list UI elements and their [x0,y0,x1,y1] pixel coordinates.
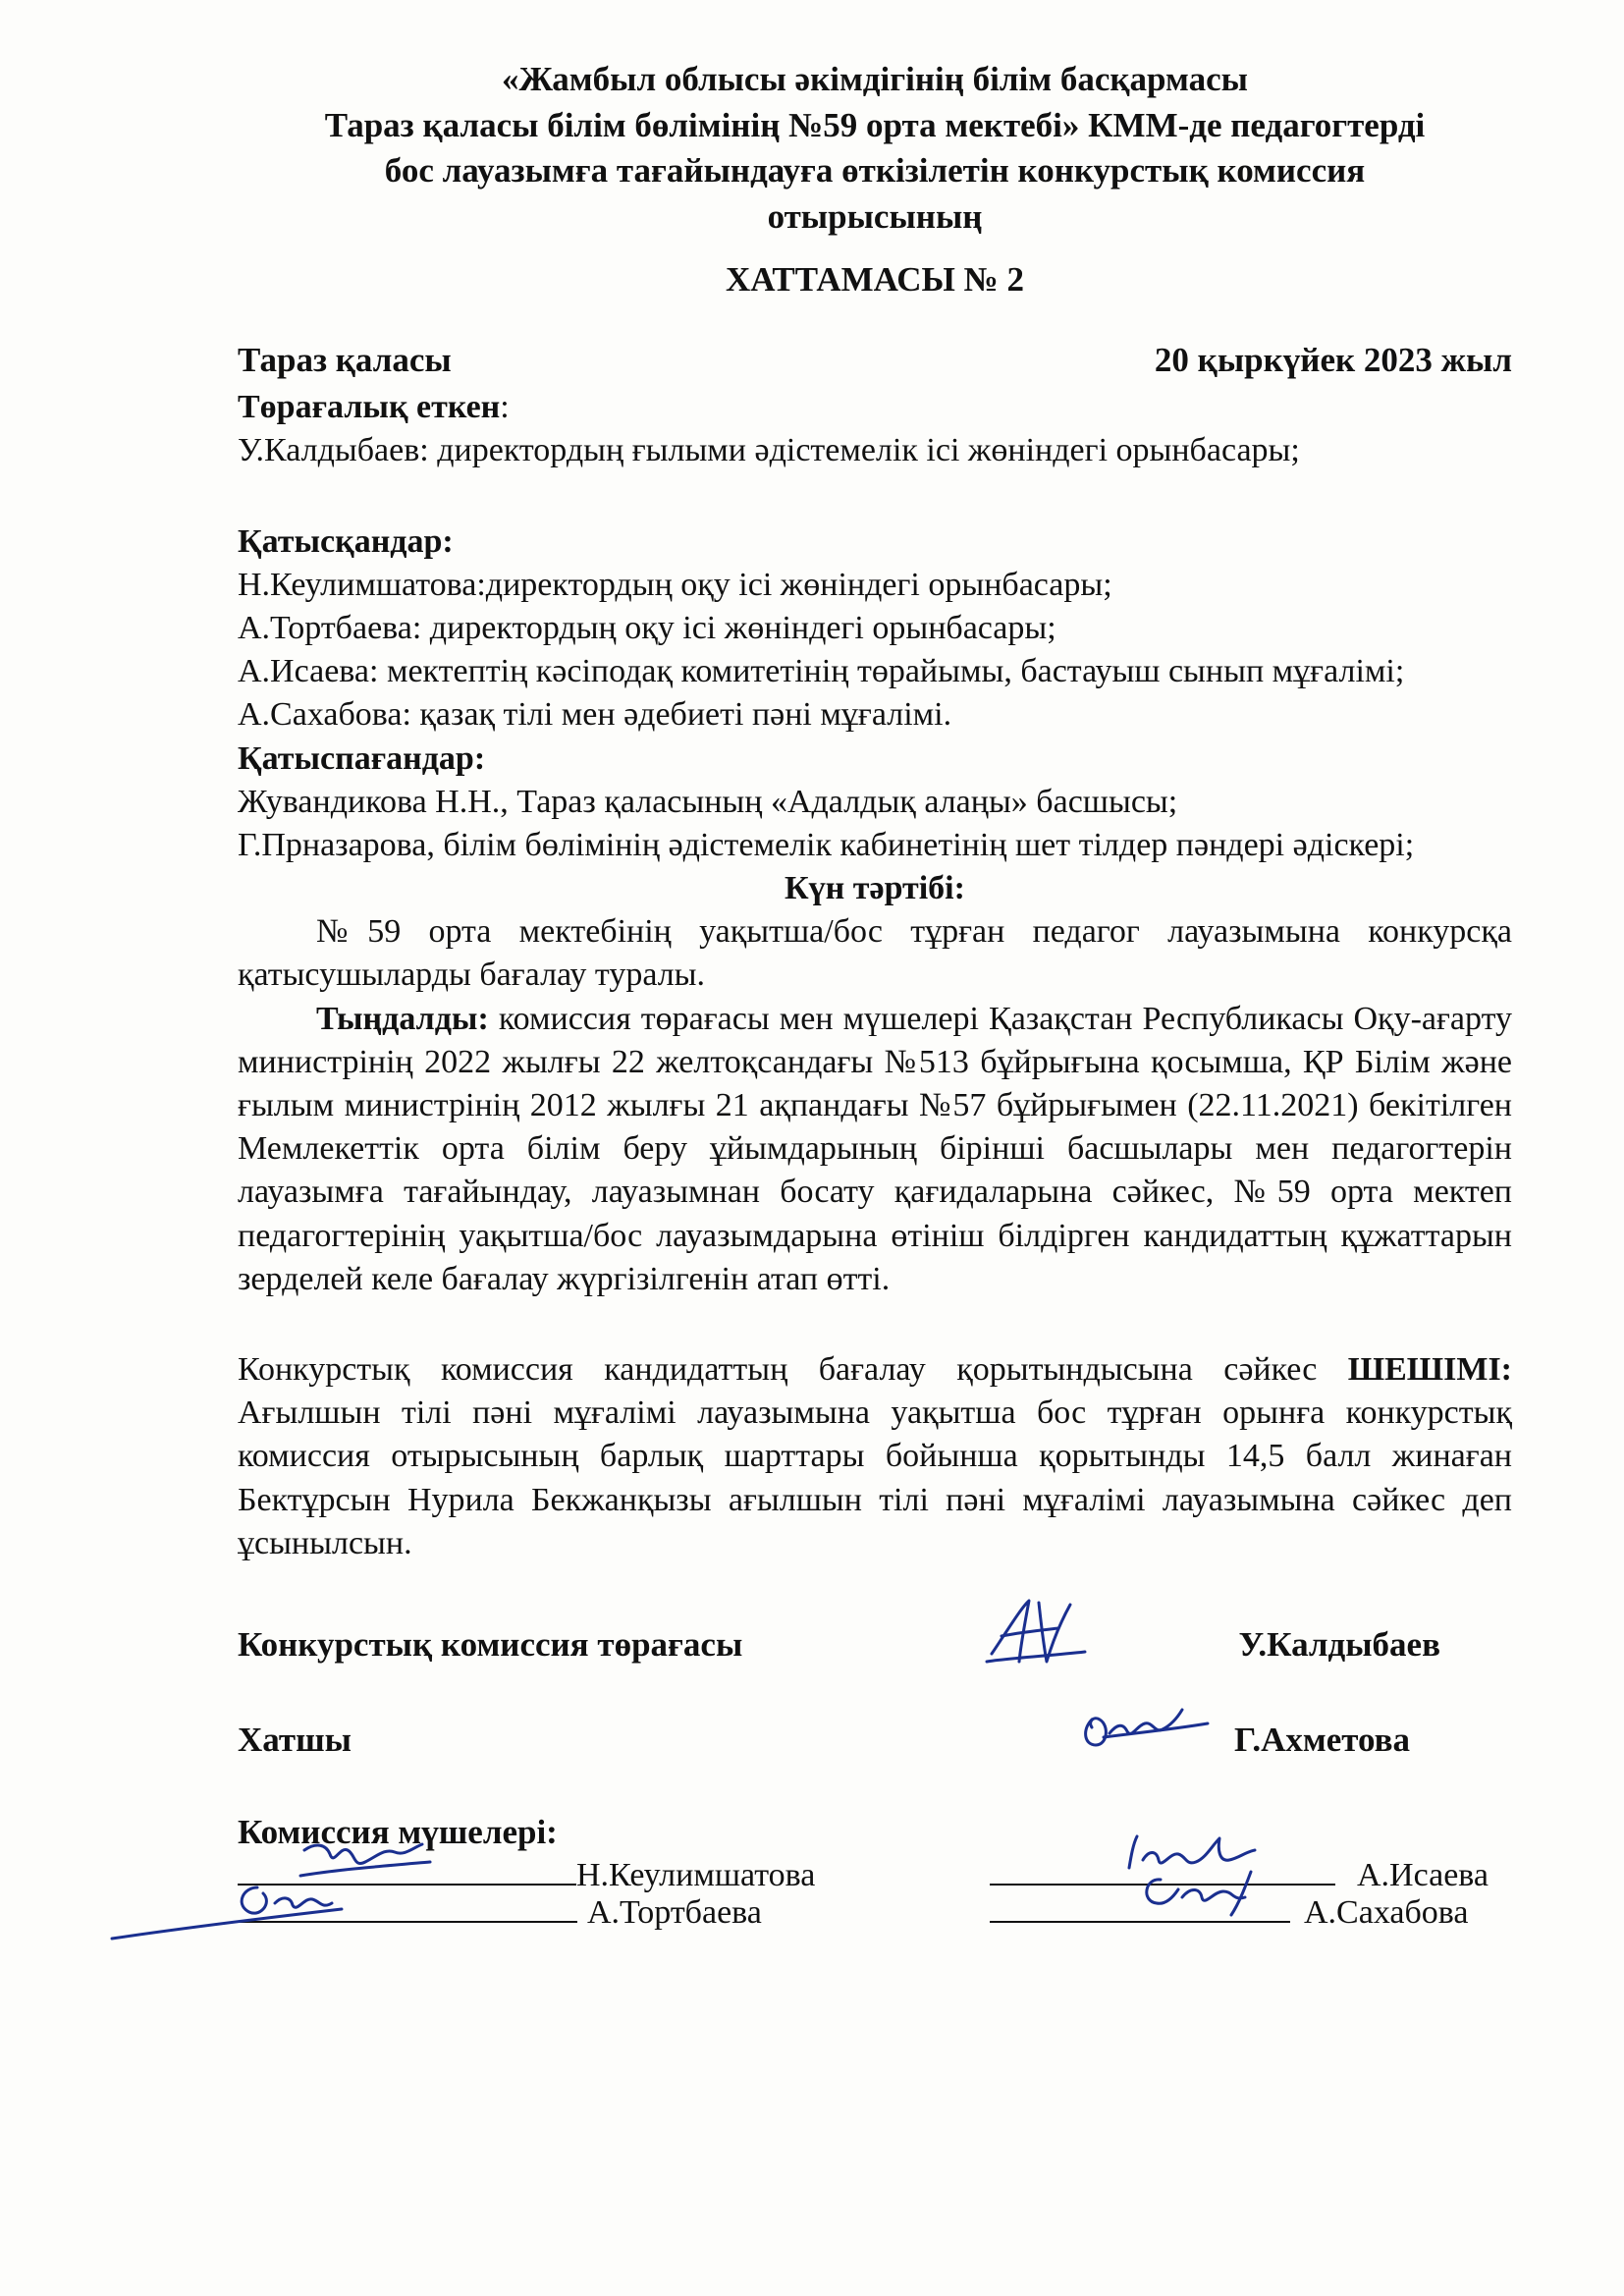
heard-text: комиссия төрағасы мен мүшелері Қазақстан Республикасы Оқу-ағарту министрінің 2022 жылғы 22 желтоқсандағы №513 бұйрығына қосымша, ҚР Білім және ғылым министрінің 2012 жылғы 21 ақпандағы №57 бұйрығымен (22.11.2021) бекітілген Мемлекеттік орта білім беру ұйымдарының бірінші басшылары мен педагогтерін лауазымға тағайындау, лауазымнан босату қағидаларына сәйкес, №59 орта мектеп педагогтерінің уақытша/бос лауазымдарына өтініш білдірген кандидаттың құжаттарын зерделей келе бағалау жүргізілгенін атап өтті. [238,1000,1512,1297]
absent-item: Жувандикова Н.Н., Тараз қаласының «Адалдық алаңы» басшысы; [238,783,1178,820]
secretary-signature [1074,1690,1212,1759]
chair-heading [238,386,1512,429]
secretary-signature-label: Хатшы [238,1721,352,1760]
chair-signature [982,1593,1090,1671]
attendee-item: А.Исаева: мектептің кәсіподақ комитетінің төрайымы, бастауыш сынып мұғалімі; [238,653,1405,690]
agenda-label: Күн тәртібі: [785,870,965,907]
member-signature-tortbaeva [110,1874,346,1942]
attendee-item: Н.Кеулимшатова:директордың оқу ісі жөніндегі орынбасары; [238,566,1112,603]
attendee-item: А.Тортбаева: директордың оқу ісі жөніндегі орынбасары; [238,609,1056,646]
secretary-signature-name: Г.Ахметова [1234,1721,1410,1760]
absent-item: Г.Прназарова, білім бөлімінің әдістемелік кабинетінің шет тілдер пәндері әдіскері; [238,826,1415,863]
member-name: А.Сахабова [1304,1894,1469,1932]
date: 20 қыркүйек 2023 жыл [1154,340,1512,379]
header-line-1: «Жамбыл облысы әкімдігінің білім басқармасы [502,60,1248,98]
chair-signature-row [238,1622,1440,1667]
header-line-3: бос лауазымға тағайындауға өткізілетін конкурстық комиссия [384,151,1366,191]
agenda-text: №59 орта мектебінің уақытша/бос тұрған педагог лауазымына конкурсқа қатысушыларды бағалау туралы. [238,913,1512,994]
attendees-label: Қатысқандар: [238,522,454,560]
chair-text: У.Калдыбаев: директордың ғылыми әдістемелік ісі жөніндегі орынбасары; [238,432,1300,469]
header-line-4: отырысының [767,196,983,236]
chair-label: Төрағалық еткен [238,389,501,426]
header-line-2: Тараз қаласы білім бөлімінің №59 орта мектебі» КММ-де педагогтерді [324,105,1426,144]
member-name: Н.Кеулимшатова [576,1857,816,1894]
member-name: А.Исаева [1357,1857,1489,1894]
document-title: ХАТТАМАСЫ № 2 [725,260,1025,300]
place-date-row [238,338,1512,383]
chair-signature-name: У.Калдыбаев [1238,1624,1440,1664]
place: Тараз қаласы [238,340,452,379]
chair-signature-label: Конкурстық комиссия төрағасы [238,1624,743,1664]
member-name: А.Тортбаева [587,1894,762,1932]
member-signature-sakhabova [1135,1868,1272,1917]
members-label: Комиссия мүшелері: [238,1812,558,1851]
chair-colon: : [500,389,510,426]
decision-text: Ағылшын тілі пәні мұғалімі лауазымына уақытша бос тұрған орынға конкурстық комиссия отырысының барлық шарттары бойынша қорытынды 14,5 балл жинаған Бектұрсын Нурила Бекжанқызы ағылшын тілі пәні мұғалімі лауазымына сәйкес деп ұсынылсын. [238,1394,1512,1561]
decision-paragraph [238,1348,1512,1565]
absent-label: Қатыспағандар: [238,739,486,777]
document-header [238,57,1512,302]
secretary-signature-row [238,1718,1410,1763]
decision-label: ШЕШІМІ: [1347,1350,1512,1388]
heard-paragraph [238,998,1512,1301]
attendee-item: А.Сахабова: қазақ тілі мен әдебиеті пәні мұғалімі. [238,696,952,734]
document-body [238,57,1512,2001]
members-signature-block [238,1854,1512,2001]
decision-intro: Конкурстық комиссия кандидаттың бағалау қорытындысына сәйкес [238,1350,1318,1388]
heard-label: Тыңдалды: [316,1000,489,1037]
